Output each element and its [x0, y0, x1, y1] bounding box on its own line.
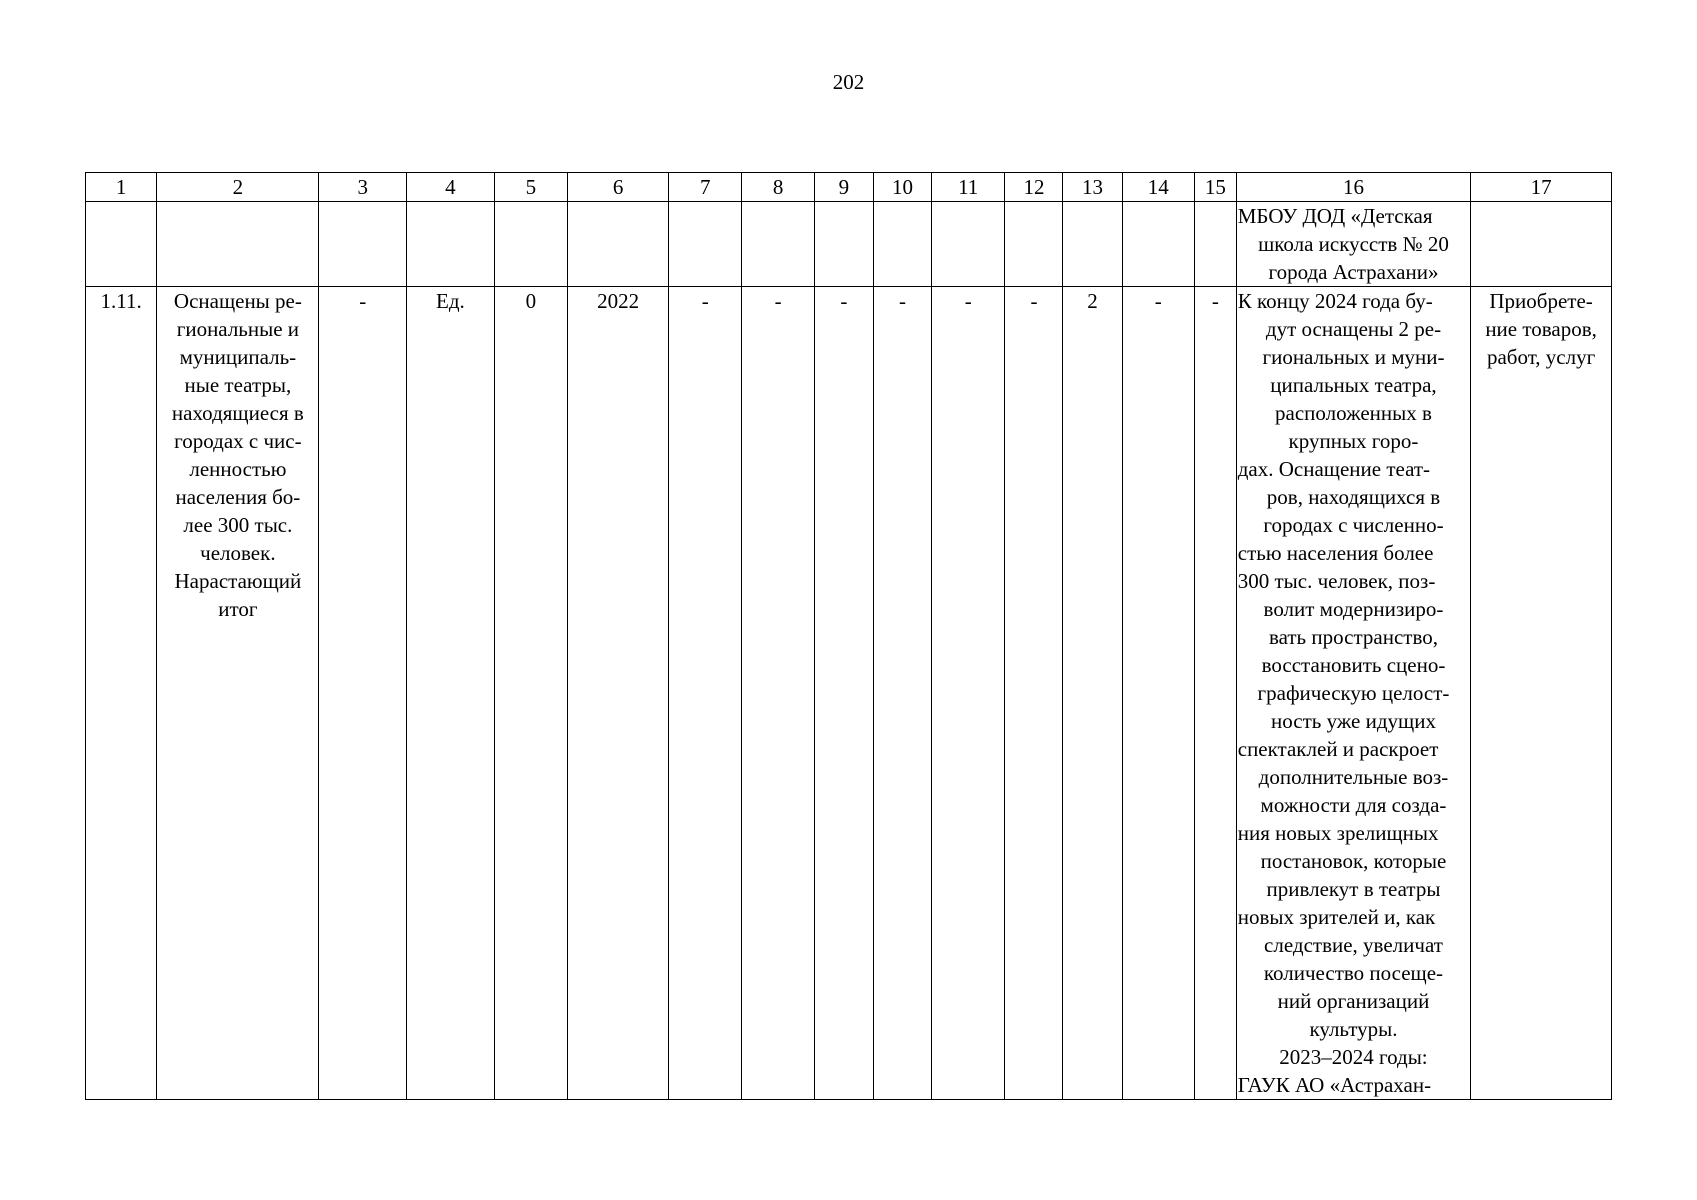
text-line: ные театры, [184, 373, 292, 397]
cell [1471, 202, 1612, 287]
header-cell-16: 16 [1236, 173, 1470, 202]
cell-12: - [1005, 287, 1063, 1100]
header-cell-6: 6 [568, 173, 669, 202]
cell [494, 202, 567, 287]
funding-type-cell [1471, 287, 1612, 1100]
text-line: К концу 2024 года бу- [1237, 289, 1433, 313]
cell [407, 202, 495, 287]
text-line: города Астрахани» [1268, 260, 1439, 284]
cell-8: - [742, 287, 814, 1100]
text-line: следствие, увеличат [1264, 933, 1443, 957]
row-number-cell: 1.11. [86, 287, 157, 1100]
cell-10: - [873, 287, 931, 1100]
text-line: ленностью [189, 457, 287, 481]
text-line: постановок, которые [1260, 849, 1447, 873]
text-line: ГАУК АО «Астрахан- [1237, 1073, 1432, 1097]
header-cell-8: 8 [742, 173, 814, 202]
page-number: 202 [832, 70, 865, 94]
cell-7: - [669, 287, 742, 1100]
cell-14: - [1122, 287, 1194, 1100]
text-line: Оснащены ре- [173, 289, 302, 313]
text-line: количество посеще- [1263, 961, 1444, 985]
cell [1122, 202, 1194, 287]
cell [1005, 202, 1063, 287]
cell [873, 202, 931, 287]
responsible-continuation-cell [1236, 202, 1470, 287]
header-cell-4: 4 [407, 173, 495, 202]
text-line: школа искусств № 20 [1258, 232, 1449, 256]
text-line: вать пространство, [1268, 625, 1438, 649]
header-cell-3: 3 [319, 173, 407, 202]
header-cell-9: 9 [814, 173, 873, 202]
cell [814, 202, 873, 287]
text-line: итог [218, 597, 258, 621]
text-line: Нарастающий [174, 569, 302, 593]
base-value-cell: 0 [494, 287, 567, 1100]
text-line: ние товаров, [1485, 317, 1597, 341]
description-cell [1236, 287, 1470, 1100]
cell [669, 202, 742, 287]
header-cell-12: 12 [1005, 173, 1063, 202]
text-line: городах с чис- [174, 429, 302, 453]
cell [742, 202, 814, 287]
cell-13: 2 [1063, 287, 1122, 1100]
text-line: графическую целост- [1257, 681, 1450, 705]
header-cell-10: 10 [873, 173, 931, 202]
header-cell-11: 11 [932, 173, 1005, 202]
text-line: находящиеся в [171, 401, 304, 425]
text-line: 300 тыс. человек, поз- [1237, 569, 1436, 593]
cell-15: - [1194, 287, 1236, 1100]
text-line: ния новых зрелищных [1237, 821, 1439, 845]
header-cell-17: 17 [1471, 173, 1612, 202]
cell-3: - [319, 287, 407, 1100]
unit-cell: Ед. [407, 287, 495, 1100]
text-line: населения бо- [175, 485, 301, 509]
header-cell-5: 5 [494, 173, 567, 202]
table-row-1-11 [86, 287, 1612, 1100]
cell [86, 202, 157, 287]
text-line: лее 300 тыс. [183, 513, 293, 537]
table-row-continuation [86, 202, 1612, 287]
text-line: расположенных в [1275, 401, 1432, 425]
text-line: привлекут в театры [1266, 877, 1441, 901]
cell-11: - [932, 287, 1005, 1100]
text-line: ний организаций [1277, 989, 1430, 1013]
header-cell-2: 2 [157, 173, 319, 202]
cell [1194, 202, 1236, 287]
header-cell-15: 15 [1194, 173, 1236, 202]
indicator-name-cell [157, 287, 319, 1100]
cell-9: - [814, 287, 873, 1100]
header-cell-14: 14 [1122, 173, 1194, 202]
text-line: крупных горо- [1288, 429, 1419, 453]
base-year-cell: 2022 [568, 287, 669, 1100]
text-line: гиональные и [176, 317, 300, 341]
text-line: можности для созда- [1260, 793, 1447, 817]
text-line: культуры. [1309, 1017, 1398, 1041]
text-line: гиональных и муни- [1262, 345, 1445, 369]
text-line: МБОУ ДОД «Детская [1237, 204, 1433, 228]
text-line: Приобрете- [1489, 289, 1593, 313]
cell [157, 202, 319, 287]
text-line: дах. Оснащение теат- [1237, 457, 1431, 481]
text-line: волит модернизиро- [1263, 597, 1444, 621]
text-line: ципальных театра, [1270, 373, 1437, 397]
text-line: новых зрителей и, как [1237, 905, 1436, 929]
text-line: дут оснащены 2 ре- [1265, 317, 1442, 341]
text-line: ность уже идущих [1271, 709, 1436, 733]
cell [932, 202, 1005, 287]
text-line: ров, находящихся в [1266, 485, 1441, 509]
text-line: 2023–2024 годы: [1279, 1045, 1428, 1069]
cell [319, 202, 407, 287]
text-line: муниципаль- [179, 345, 297, 369]
header-cell-7: 7 [669, 173, 742, 202]
text-line: стью населения более [1237, 541, 1434, 565]
text-line: спектаклей и раскроет [1237, 737, 1439, 761]
header-cell-13: 13 [1063, 173, 1122, 202]
cell [1063, 202, 1122, 287]
cell [568, 202, 669, 287]
text-line: человек. [200, 541, 276, 565]
text-line: дополнительные воз- [1258, 765, 1449, 789]
table-header-row [86, 173, 1612, 202]
document-table [85, 172, 1612, 1100]
header-cell-1: 1 [86, 173, 157, 202]
text-line: городах с численно- [1263, 513, 1444, 537]
text-line: работ, услуг [1486, 345, 1596, 369]
text-line: восстановить сцено- [1261, 653, 1446, 677]
